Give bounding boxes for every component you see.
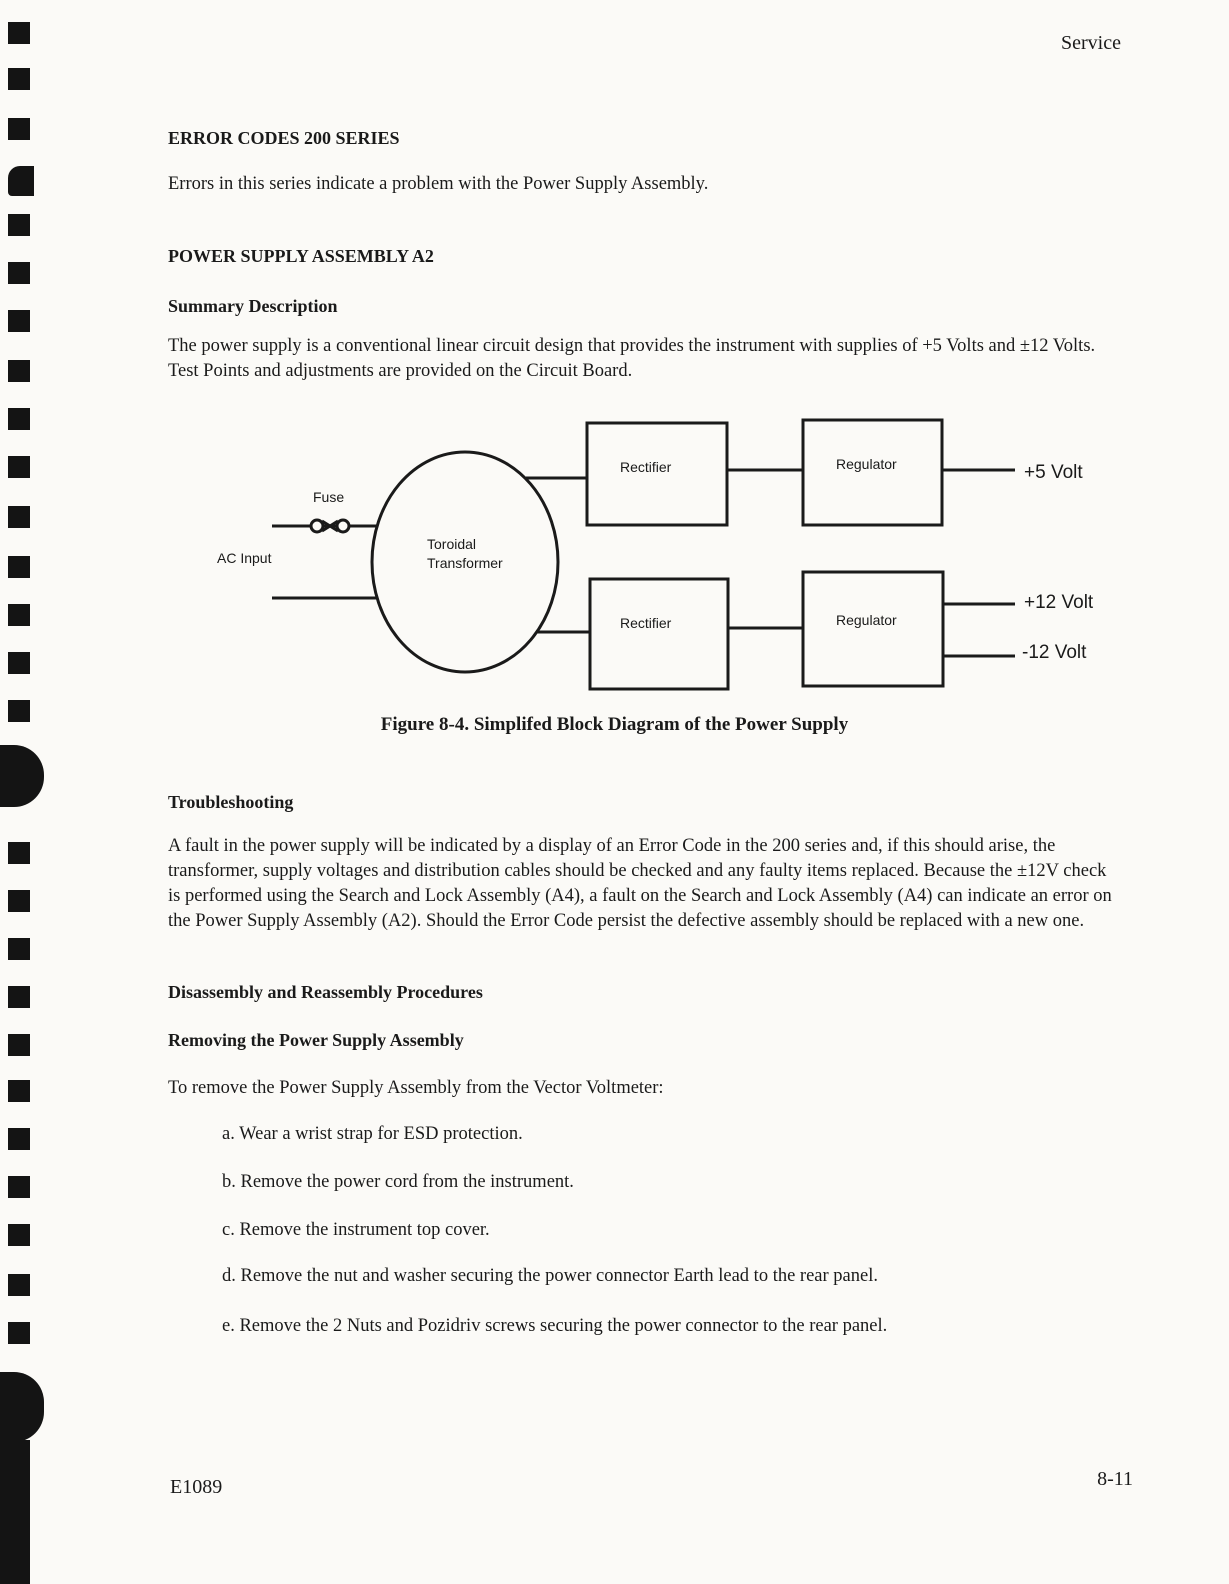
binder-tab (0, 745, 44, 807)
binder-hole (8, 890, 30, 912)
troubleshooting-heading: Troubleshooting (168, 792, 294, 812)
rectifier-bottom-box (590, 579, 728, 689)
document-id: E1089 (170, 1476, 223, 1498)
ac-input-label: AC Input (217, 550, 272, 566)
binder-hole (8, 1274, 30, 1296)
procedures-heading: Disassembly and Reassembly Procedures (168, 982, 483, 1002)
figure-caption: Figure 8-4. Simplifed Block Diagram of the Power Supply (380, 714, 849, 735)
binder-hole (8, 842, 30, 864)
regulator-bottom-label: Regulator (836, 612, 897, 628)
regulator-top-label: Regulator (836, 456, 897, 472)
procedure-step: e. Remove the 2 Nuts and Pozidriv screws securing the power connector to the rear panel. (222, 1316, 888, 1336)
output-plus5-label: +5 Volt (1024, 462, 1083, 483)
binder-hole (8, 1034, 30, 1056)
error-codes-heading: ERROR CODES 200 SERIES (168, 128, 400, 148)
binder-hole (8, 986, 30, 1008)
summary-text: The power supply is a conventional linear circuit design that provides the instrument with supplies of +5 Volts and ±12 Volts. Test Points and adjustments are provided on the Circuit Board. (168, 336, 1096, 381)
transformer-label-line1: Toroidal (427, 536, 477, 552)
procedure-step: c. Remove the instrument top cover. (222, 1220, 490, 1240)
troubleshooting-text: A fault in the power supply will be indicated by a display of an Error Code in the 200 series and, if this should arise, the transformer, supply voltages and distribution cables should be checked and any faulty items replaced. Because the ±12V check is performed using the Search and Lock Assembly (A4), a fault on the Search and Lock Assembly (A4) can indicate an error on the Power Supply Assembly (A2). Should the Error Code persist the defective assembly should be replaced with a new one. (168, 836, 1112, 931)
binder-hole (8, 1322, 30, 1344)
binder-hole (8, 1176, 30, 1198)
removing-heading: Removing the Power Supply Assembly (168, 1030, 464, 1050)
output-minus12-label: -12 Volt (1022, 642, 1087, 663)
procedure-intro: To remove the Power Supply Assembly from the Vector Voltmeter: (168, 1078, 664, 1098)
rectifier-bottom-label: Rectifier (620, 615, 672, 631)
section-header: Service (1061, 32, 1121, 54)
binder-tab (0, 1372, 44, 1442)
transformer-label-line2: Transformer (427, 555, 503, 571)
binder-hole (8, 1128, 30, 1150)
power-supply-block-diagram (0, 0, 1229, 700)
power-supply-heading: POWER SUPPLY ASSEMBLY A2 (168, 246, 434, 266)
binder-hole (8, 1224, 30, 1246)
fuse-terminal-right (337, 520, 349, 532)
procedure-step: a. Wear a wrist strap for ESD protection. (222, 1124, 523, 1144)
regulator-top-box (803, 420, 942, 525)
fuse-terminal-left (311, 520, 323, 532)
regulator-bottom-box (803, 572, 943, 686)
summary-heading: Summary Description (168, 296, 338, 316)
page-number: 8-11 (1097, 1468, 1133, 1490)
fuse-label: Fuse (313, 489, 345, 505)
procedure-step: d. Remove the nut and washer securing the power connector Earth lead to the rear panel. (222, 1266, 878, 1286)
binder-strip (0, 1440, 30, 1584)
binder-hole (8, 1080, 30, 1102)
output-plus12-label: +12 Volt (1024, 592, 1094, 613)
binder-hole (8, 938, 30, 960)
procedure-step: b. Remove the power cord from the instrument. (222, 1172, 574, 1192)
rectifier-top-label: Rectifier (620, 459, 672, 475)
error-codes-text: Errors in this series indicate a problem with the Power Supply Assembly. (168, 174, 709, 194)
